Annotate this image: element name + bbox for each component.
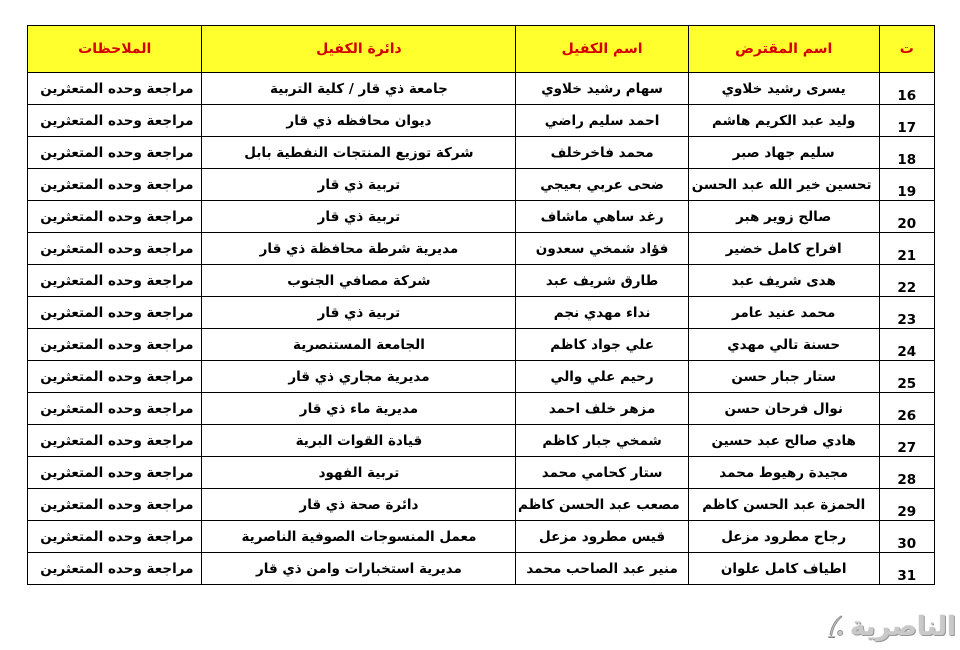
guarantors-table	[27, 25, 935, 585]
table-row	[28, 425, 935, 457]
header-borrower: اسم المقترض	[688, 26, 879, 73]
watermark-logo	[824, 606, 956, 648]
notes-cell: مراجعة وحده المتعثرين	[28, 393, 202, 425]
borrower-name: مجيدة رهيوط محمد	[688, 457, 879, 489]
borrower-name: يسرى رشيد خلاوي	[688, 73, 879, 105]
notes-cell: مراجعة وحده المتعثرين	[28, 297, 202, 329]
notes-cell: مراجعة وحده المتعثرين	[28, 329, 202, 361]
row-num: 22	[879, 265, 934, 297]
table-header	[28, 26, 935, 73]
table-row	[28, 457, 935, 489]
guarantor-name: سهام رشيد خلاوي	[516, 73, 688, 105]
row-num: 25	[879, 361, 934, 393]
guarantor-name: علي جواد كاظم	[516, 329, 688, 361]
borrower-name: حسنة تالي مهدي	[688, 329, 879, 361]
table-row	[28, 393, 935, 425]
borrower-name: هادي صالح عبد حسين	[688, 425, 879, 457]
watermark-text: الناصرية	[850, 612, 956, 642]
quill-logo-icon	[824, 612, 846, 642]
guarantor-department: تربية ذي قار	[202, 297, 516, 329]
row-num: 21	[879, 233, 934, 265]
table-row	[28, 553, 935, 585]
guarantor-name: ضحى عربي بعيجي	[516, 169, 688, 201]
row-num: 18	[879, 137, 934, 169]
notes-cell: مراجعة وحده المتعثرين	[28, 105, 202, 137]
header-row	[28, 26, 935, 73]
notes-cell: مراجعة وحده المتعثرين	[28, 361, 202, 393]
row-num: 24	[879, 329, 934, 361]
row-num: 17	[879, 105, 934, 137]
row-num: 26	[879, 393, 934, 425]
table-row	[28, 73, 935, 105]
guarantor-name: نداء مهدي نجم	[516, 297, 688, 329]
guarantor-department: ديوان محافظه ذي قار	[202, 105, 516, 137]
guarantor-department: تربية ذي قار	[202, 169, 516, 201]
guarantor-name: محمد فاخرخلف	[516, 137, 688, 169]
borrower-name: محمد عنيد عامر	[688, 297, 879, 329]
guarantor-department: تربية ذي قار	[202, 201, 516, 233]
table-row	[28, 105, 935, 137]
row-num: 30	[879, 521, 934, 553]
notes-cell: مراجعة وحده المتعثرين	[28, 201, 202, 233]
guarantor-name: رغد ساهي ماشاف	[516, 201, 688, 233]
borrower-name: سليم جهاد صبر	[688, 137, 879, 169]
borrower-name: ستار جبار حسن	[688, 361, 879, 393]
notes-cell: مراجعة وحده المتعثرين	[28, 233, 202, 265]
borrower-name: نوال فرحان حسن	[688, 393, 879, 425]
table-row	[28, 169, 935, 201]
notes-cell: مراجعة وحده المتعثرين	[28, 137, 202, 169]
table-row	[28, 489, 935, 521]
guarantor-name: رحيم علي والي	[516, 361, 688, 393]
table-row	[28, 521, 935, 553]
guarantor-name: فؤاد شمخي سعدون	[516, 233, 688, 265]
guarantor-department: الجامعة المستنصرية	[202, 329, 516, 361]
row-num: 28	[879, 457, 934, 489]
table-row	[28, 329, 935, 361]
row-num: 27	[879, 425, 934, 457]
notes-cell: مراجعة وحده المتعثرين	[28, 521, 202, 553]
guarantor-department: شركة مصافي الجنوب	[202, 265, 516, 297]
notes-cell: مراجعة وحده المتعثرين	[28, 457, 202, 489]
borrower-name: اطياف كامل علوان	[688, 553, 879, 585]
guarantor-department: دائرة صحة ذي قار	[202, 489, 516, 521]
guarantor-department: تربية الفهود	[202, 457, 516, 489]
notes-cell: مراجعة وحده المتعثرين	[28, 489, 202, 521]
borrower-name: هدى شريف عبد	[688, 265, 879, 297]
table-row	[28, 137, 935, 169]
guarantor-department: مديرية ماء ذي قار	[202, 393, 516, 425]
notes-cell: مراجعة وحده المتعثرين	[28, 265, 202, 297]
header-guarantor: اسم الكفيل	[516, 26, 688, 73]
guarantor-department: جامعة ذي قار / كلية التربية	[202, 73, 516, 105]
table-body	[28, 73, 935, 585]
table-row	[28, 201, 935, 233]
borrower-name: تحسين خير الله عبد الحسن	[688, 169, 879, 201]
guarantor-name: مصعب عبد الحسن كاظم	[516, 489, 688, 521]
row-num: 29	[879, 489, 934, 521]
guarantor-name: ستار كحامي محمد	[516, 457, 688, 489]
header-department: دائرة الكفيل	[202, 26, 516, 73]
guarantor-name: قيس مطرود مزعل	[516, 521, 688, 553]
table-row	[28, 297, 935, 329]
guarantor-name: احمد سليم راضي	[516, 105, 688, 137]
guarantor-department: قيادة القوات البرية	[202, 425, 516, 457]
notes-cell: مراجعة وحده المتعثرين	[28, 553, 202, 585]
borrower-name: الحمزة عبد الحسن كاظم	[688, 489, 879, 521]
guarantor-name: منير عبد الصاحب محمد	[516, 553, 688, 585]
notes-cell: مراجعة وحده المتعثرين	[28, 425, 202, 457]
header-num: ت	[879, 26, 934, 73]
guarantor-name: طارق شريف عبد	[516, 265, 688, 297]
guarantor-department: معمل المنسوجات الصوفية الناصرية	[202, 521, 516, 553]
table-row	[28, 361, 935, 393]
row-num: 31	[879, 553, 934, 585]
table-row	[28, 265, 935, 297]
guarantor-department: مديرية مجاري ذي قار	[202, 361, 516, 393]
guarantor-department: مديرية استخبارات وامن ذي قار	[202, 553, 516, 585]
header-notes: الملاحظات	[28, 26, 202, 73]
table-row	[28, 233, 935, 265]
guarantor-name: شمخي جبار كاظم	[516, 425, 688, 457]
row-num: 23	[879, 297, 934, 329]
guarantor-name: مزهر خلف احمد	[516, 393, 688, 425]
borrower-name: صالح زوير هبر	[688, 201, 879, 233]
borrower-name: رجاح مطرود مزعل	[688, 521, 879, 553]
row-num: 16	[879, 73, 934, 105]
borrower-name: وليد عبد الكريم هاشم	[688, 105, 879, 137]
row-num: 20	[879, 201, 934, 233]
guarantor-department: شركة توزيع المنتجات النفطية بابل	[202, 137, 516, 169]
guarantor-department: مديرية شرطة محافظة ذي قار	[202, 233, 516, 265]
notes-cell: مراجعة وحده المتعثرين	[28, 169, 202, 201]
notes-cell: مراجعة وحده المتعثرين	[28, 73, 202, 105]
borrower-name: افراح كامل خضير	[688, 233, 879, 265]
row-num: 19	[879, 169, 934, 201]
